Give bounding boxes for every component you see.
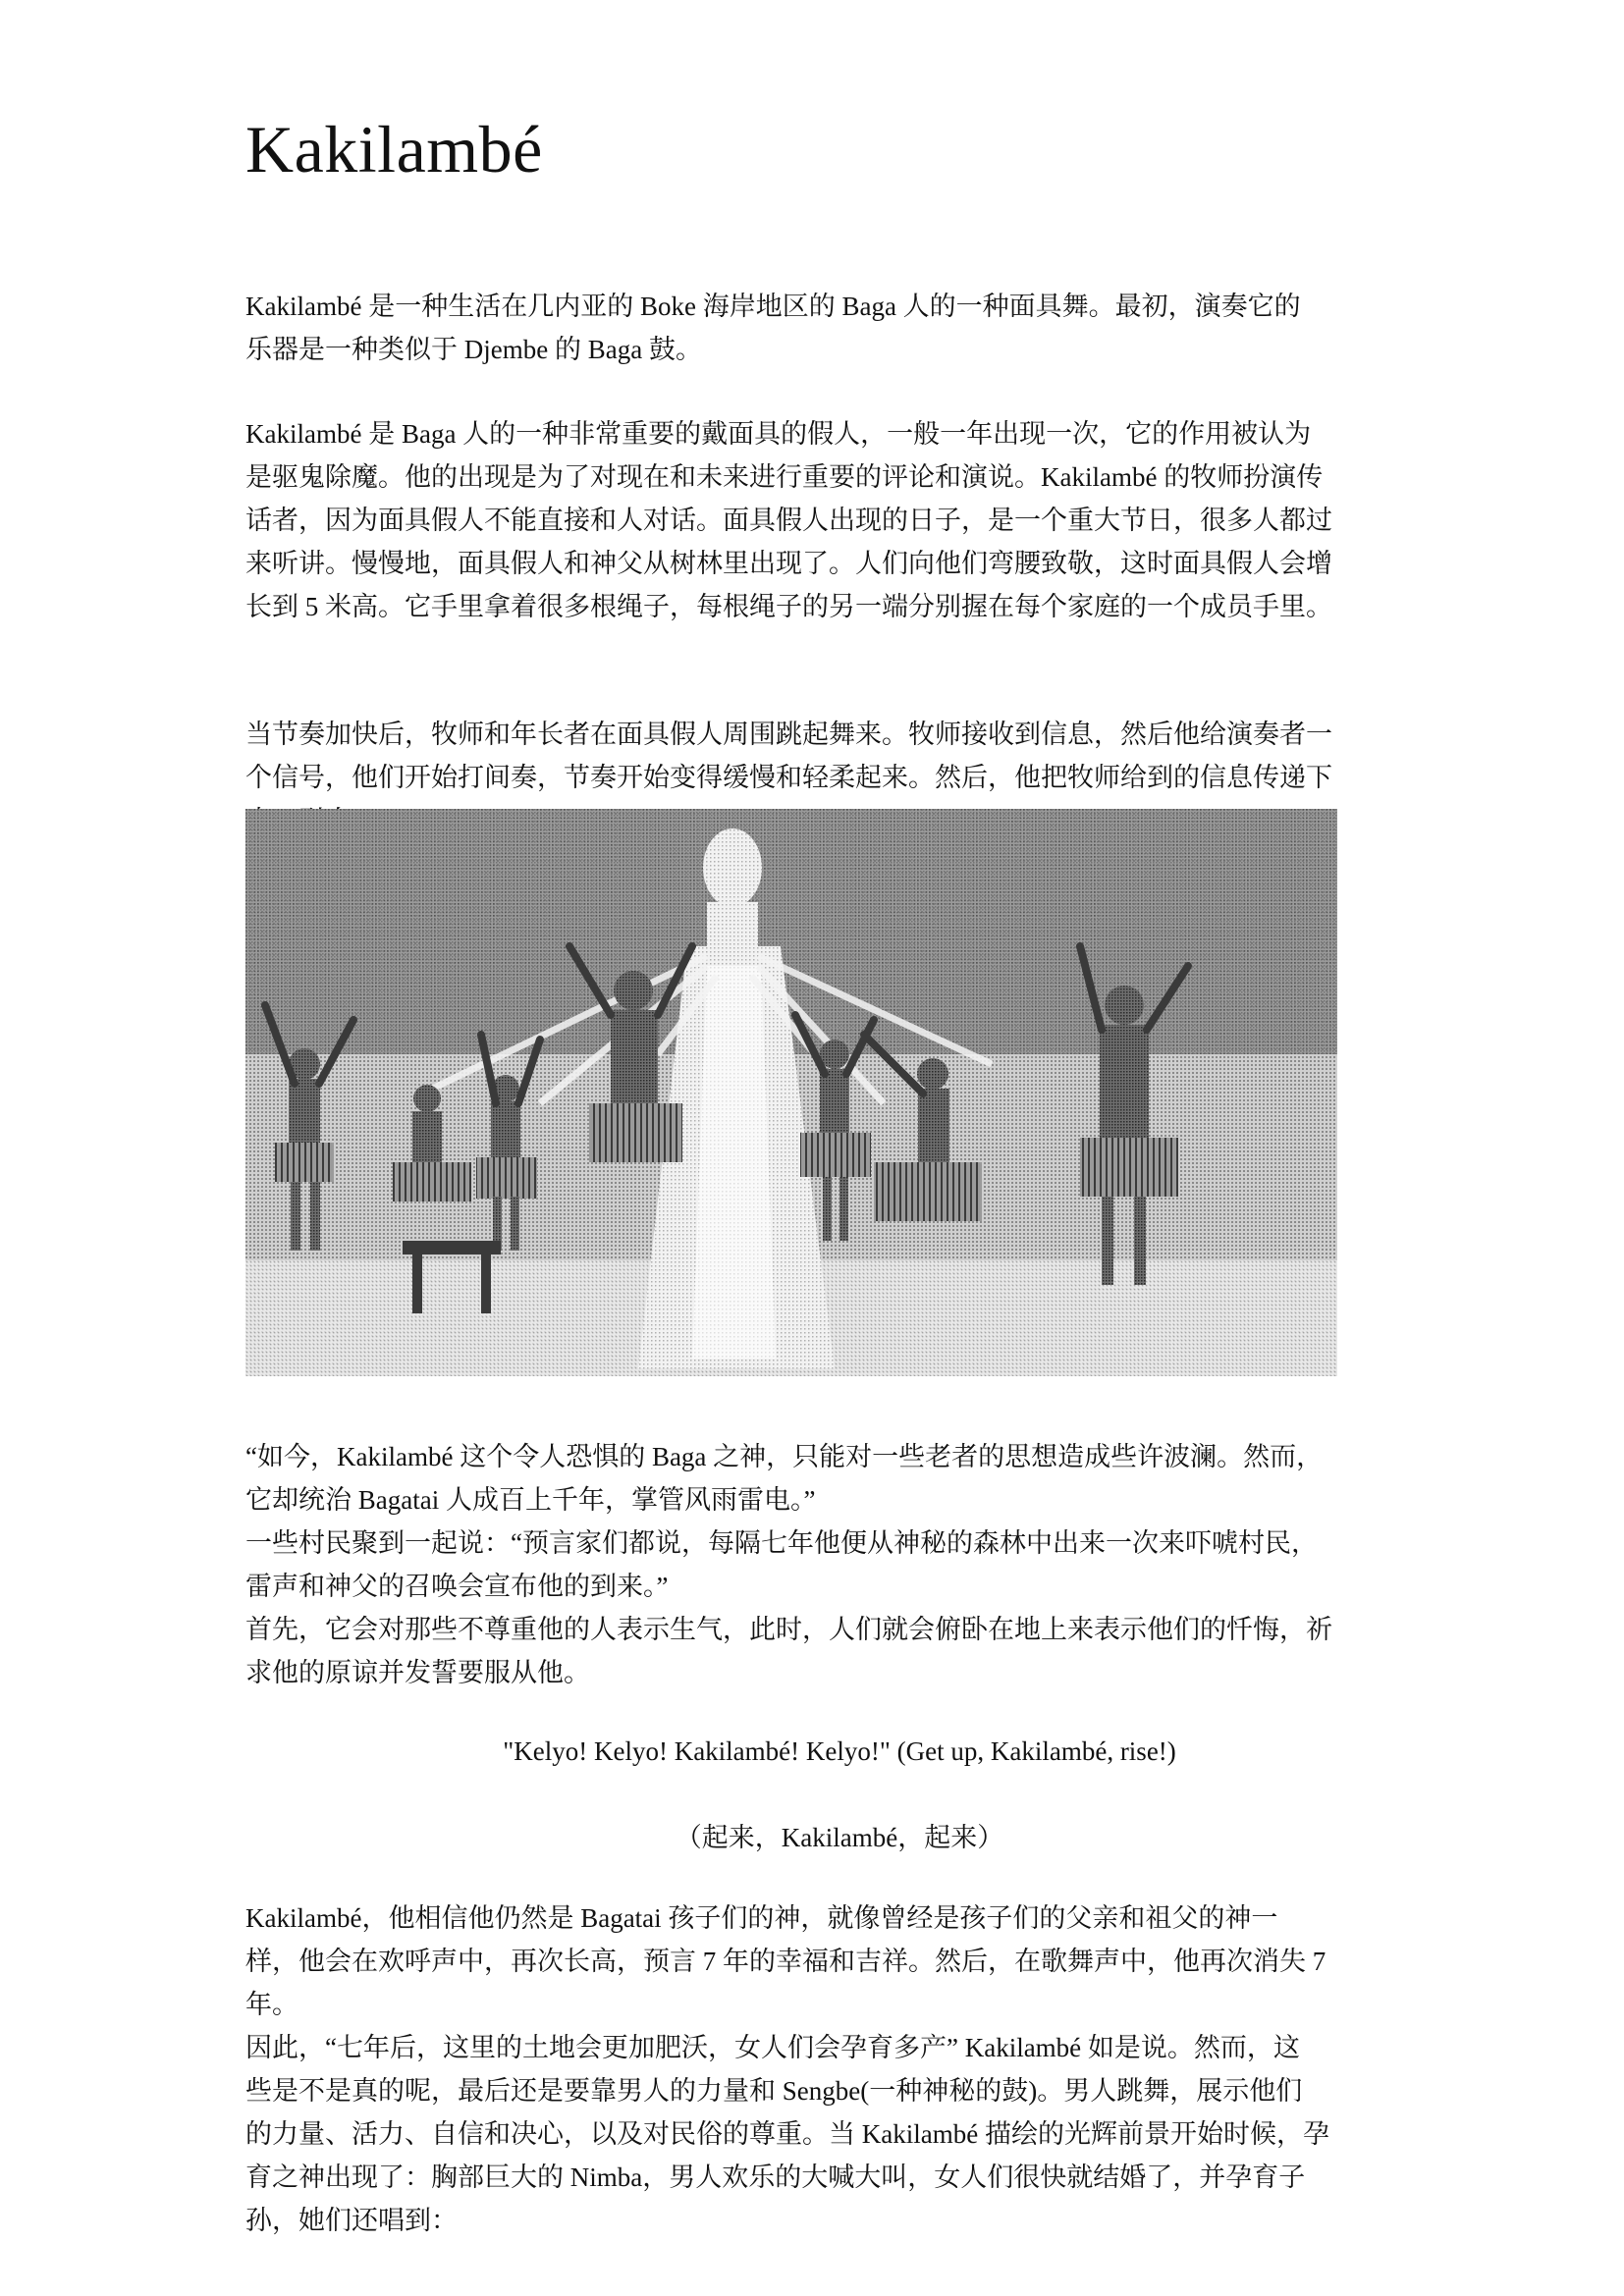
text-line: 因此，“七年后，这里的土地会更加肥沃，女人们会孕育多产” Kakilambé 如是说。然而，这 <box>245 2033 1300 2062</box>
text-line: 是驱鬼除魔。他的出现是为了对现在和未来进行重要的评论和演说。Kakilambé 的牧师扮演传 <box>245 462 1324 492</box>
text-line: Kakilambé 是一种生活在几内亚的 Boke 海岸地区的 Baga 人的一种面具舞。最初，演奏它的 <box>245 292 1301 321</box>
text-line: 求他的原谅并发誓要服从他。 <box>245 1658 590 1687</box>
chant-quote: "Kelyo! Kelyo! Kakilambé! Kelyo!" (Get up, Kakilambé, rise!) <box>503 1736 1176 1766</box>
paragraph-prophecy <box>245 1896 1434 2242</box>
text-line: 来听讲。慢慢地，面具假人和神父从树林里出现了。人们向他们弯腰致敬，这时面具假人会增 <box>245 549 1332 578</box>
text-line: 当节奏加快后，牧师和年长者在面具假人周围跳起舞来。牧师接收到信息，然后他给演奏者一 <box>245 720 1332 749</box>
text-line: 年。 <box>245 1990 298 2019</box>
text-line: 一些村民聚到一起说：“预言家们都说，每隔七年他便从神秘的森林中出来一次来吓唬村民， <box>245 1528 1318 1558</box>
text-line: 个信号，他们开始打间奏，节奏开始变得缓慢和轻柔起来。然后，他把牧师给到的信息传递下 <box>245 763 1332 792</box>
text-line: 首先，它会对那些不尊重他的人表示生气，此时，人们就会俯卧在地上来表示他们的忏悔，祈 <box>245 1615 1332 1644</box>
dance-photo-illustration <box>245 809 1337 1376</box>
text-line: Kakilambé 是 Baga 人的一种非常重要的戴面具的假人，一般一年出现一次，它的作用被认为 <box>245 419 1312 449</box>
paragraph-legend <box>245 1435 1434 1694</box>
text-line: 育之神出现了：胸部巨大的 Nimba，男人欢乐的大喊大叫，女人们很快就结婚了，并孕育子 <box>245 2163 1306 2192</box>
text-line: 长到 5 米高。它手里拿着很多根绳子，每根绳子的另一端分别握在每个家庭的一个成员手里。 <box>245 592 1332 621</box>
text-line: Kakilambé，他相信他仍然是 Bagatai 孩子们的神，就像曾经是孩子们的父亲和祖父的神一 <box>245 1903 1278 1933</box>
text-line: 样，他会在欢呼声中，再次长高，预言 7 年的幸福和吉祥。然后，在歌舞声中，他再次消失 7 <box>245 1947 1326 1976</box>
page-title: Kakilambé <box>245 112 543 187</box>
text-line: 话者，因为面具假人不能直接和人对话。面具假人出现的日子，是一个重大节日，很多人都过 <box>245 506 1332 535</box>
text-line: 乐器是一种类似于 Djembe 的 Baga 鼓。 <box>245 335 702 364</box>
text-line: 孙，她们还唱到： <box>245 2206 458 2235</box>
text-line: 它却统治 Bagatai 人成百上千年，掌管风雨雷电。” <box>245 1485 816 1515</box>
paragraph-description <box>245 412 1434 628</box>
text-line: 的力量、活力、自信和决心，以及对民俗的尊重。当 Kakilambé 描绘的光辉前景开始时候，孕 <box>245 2119 1329 2149</box>
text-line: 些是不是真的呢，最后还是要靠男人的力量和 Sengbe(一种神秘的鼓)。男人跳舞，展示他们 <box>245 2076 1303 2106</box>
dance-photo <box>245 809 1337 1376</box>
chant-translation: （起来，Kakilambé，起来） <box>675 1823 1004 1852</box>
text-line: “如今，Kakilambé 这个令人恐惧的 Baga 之神，只能对一些老者的思想造成些许波澜。然而， <box>245 1442 1324 1471</box>
paragraph-intro <box>245 285 1434 371</box>
text-line: 雷声和神父的召唤会宣布他的到来。” <box>245 1572 669 1601</box>
